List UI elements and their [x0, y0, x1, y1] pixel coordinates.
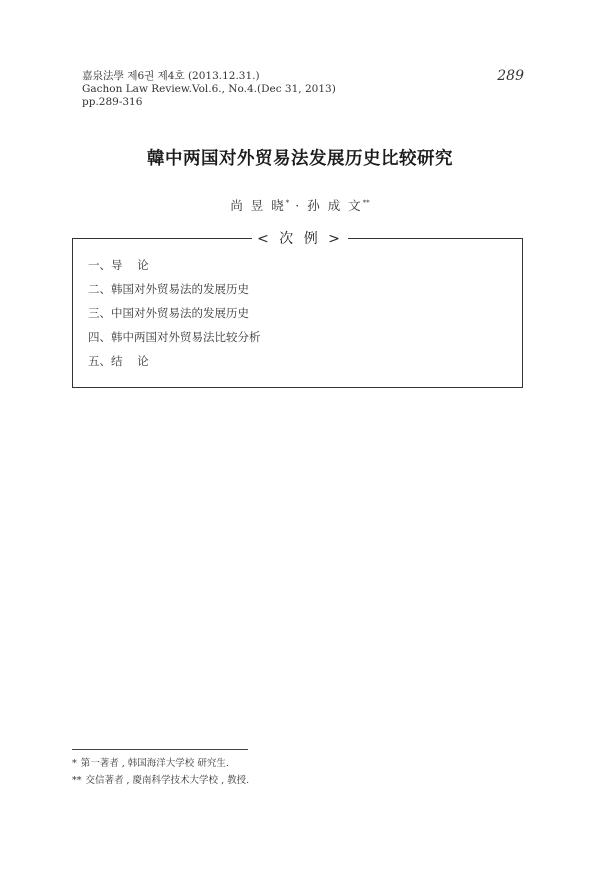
author-2: 孙 成 文: [307, 198, 363, 213]
author-2-mark: **: [362, 198, 370, 207]
toc-item-china-history: 三、中国对外贸易法的发展历史: [88, 306, 249, 320]
footnote-first-author: [72, 755, 249, 772]
page-range: pp.289-316: [82, 96, 143, 108]
footnote-corresponding-author: [72, 772, 249, 789]
journal-info: [82, 70, 336, 109]
page-number: 289: [497, 68, 524, 84]
toc-item-comparison: 四、韩中两国对外贸易法比较分析: [88, 330, 261, 344]
footnote-mark: *: [72, 758, 77, 769]
toc-item-introduction: 一、导 论: [88, 258, 149, 272]
author-1: 尚 昱 晓: [230, 198, 286, 213]
toc-heading-label: < 次 例 >: [252, 228, 348, 248]
footnotes: [72, 755, 249, 789]
footnote-divider: [72, 749, 248, 750]
toc-item-korea-history: 二、韩国对外贸易法的发展历史: [88, 282, 249, 296]
footnote-text: 第一著者 , 韩国海洋大学校 研究生.: [80, 758, 229, 769]
footnote-text: 交信著者 , 慶南科学技术大学校 , 教授.: [85, 775, 250, 786]
authors: [0, 196, 600, 214]
journal-line-1: 嘉泉法學 제6권 제4호 (2013.12.31.): [82, 70, 260, 82]
toc-list: [88, 258, 261, 378]
toc-heading: [0, 228, 600, 248]
journal-line-2: Gachon Law Review.Vol.6., No.4.(Dec 31, 2013): [82, 83, 336, 95]
paper-title: 韓中两国对外贸易法发展历史比较研究: [147, 149, 453, 169]
author-1-mark: *: [285, 198, 290, 207]
author-separator: ·: [295, 198, 302, 213]
toc-item-conclusion: 五、结 论: [88, 354, 149, 368]
footnote-mark: **: [72, 775, 82, 786]
